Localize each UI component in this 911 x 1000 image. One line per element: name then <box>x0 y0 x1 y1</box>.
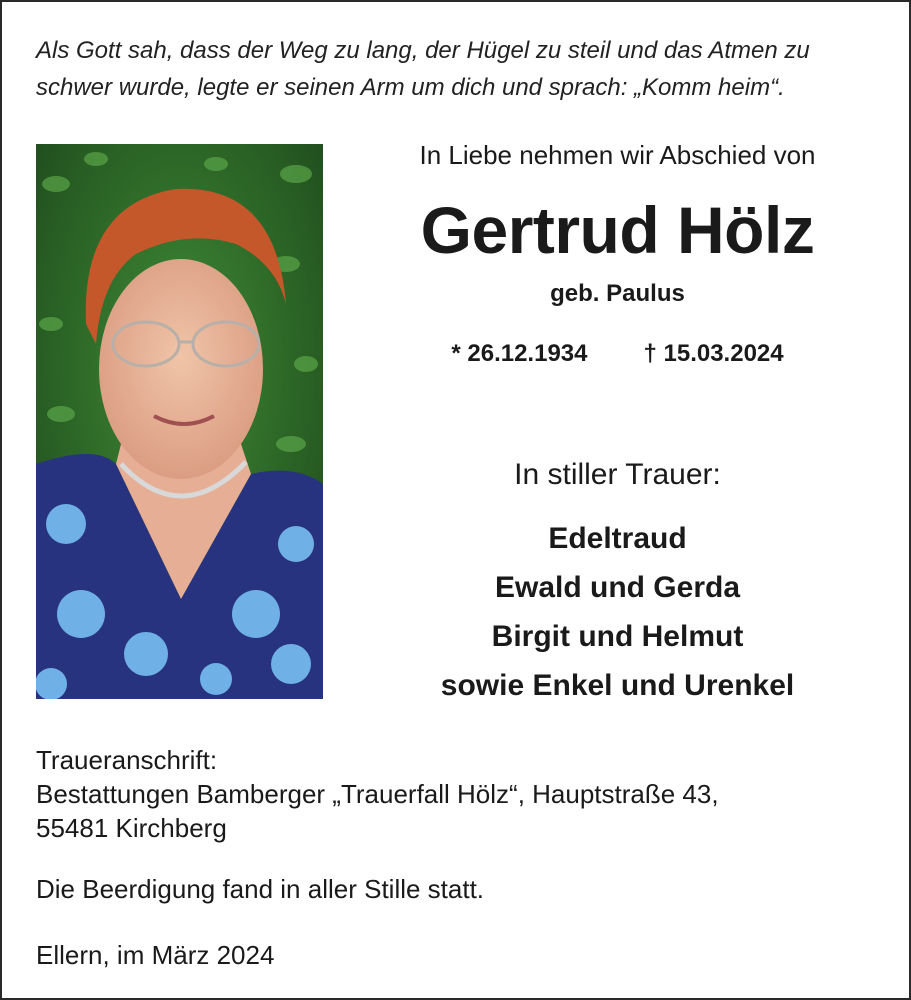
family-member: sowie Enkel und Urenkel <box>440 669 795 702</box>
farewell-intro: In Liebe nehmen wir Abschied von <box>419 140 816 170</box>
family-member: Ewald und Gerda <box>494 571 741 604</box>
burial-note: Die Beerdigung fand in aller Stille statt. <box>36 874 485 904</box>
birth-date: * 26.12.1934 <box>451 340 588 367</box>
family-member: Birgit und Helmut <box>491 620 744 653</box>
birth-name: geb. Paulus <box>550 280 685 307</box>
death-date: † 15.03.2024 <box>643 340 784 367</box>
place-date: Ellern, im März 2024 <box>36 940 275 970</box>
deceased-name: Gertrud Hölz <box>420 193 815 267</box>
family-member: Edeltraud <box>548 522 687 555</box>
portrait-photo <box>36 144 323 699</box>
address-label: Traueranschrift: <box>36 745 218 775</box>
life-dates <box>340 340 895 368</box>
mourning-heading: In stiller Trauer: <box>514 458 721 491</box>
address-line-1: Bestattungen Bamberger „Trauerfall Hölz“, Hauptstraße 43, <box>36 779 719 809</box>
address-line-2: 55481 Kirchberg <box>36 813 227 843</box>
verse-text: Als Gott sah, dass der Weg zu lang, der Hügel zu steil und das Atmen zu schwer wurde, legte er seinen Arm um dich und sprach: „Komm heim“. <box>36 37 810 101</box>
